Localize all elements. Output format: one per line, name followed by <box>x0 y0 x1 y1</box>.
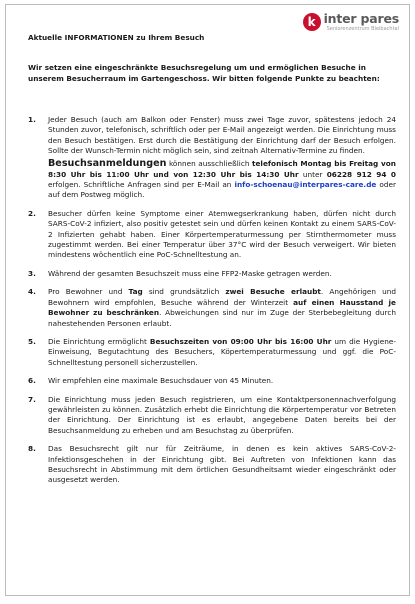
phone-number[interactable]: 06228 912 94 0 <box>326 169 396 179</box>
item-number: 4. <box>28 287 36 297</box>
logo-mark-icon: k <box>303 13 321 31</box>
list-item-8 <box>16 444 396 486</box>
list-item-6 <box>16 376 396 386</box>
item-4-bold-household: auf einen Hausstand je Bewohner zu beschränken <box>48 297 397 318</box>
list-item-3 <box>16 269 396 279</box>
item-number: 2. <box>28 208 36 218</box>
item-4-bold-day: Tag <box>128 287 143 297</box>
list-item-4 <box>16 287 396 329</box>
item-number: 1. <box>28 115 36 124</box>
email-link[interactable]: info-schoenau@interpares-care.de <box>234 180 377 190</box>
item-1-text-part: unter <box>298 169 327 179</box>
phone-hours: telefonisch Montag bis Freitag von 8:30 Uhr bis 11:00 Uhr und von 12:30 Uhr bis 14:30 Uhr <box>48 158 396 179</box>
list-item-5 <box>16 337 396 368</box>
item-number: 3. <box>28 268 36 278</box>
item-4-text-part: Pro Bewohner und <box>48 287 129 297</box>
item-4-text-part: . Angehörigen und Bewohnern wird empfohlen, Besuche während der Winterzeit <box>48 287 396 307</box>
item-number: 8. <box>28 444 36 454</box>
item-number: 5. <box>28 336 36 346</box>
item-4-text-part: sind grundsätzlich <box>142 287 226 297</box>
item-1-text-part: erfolgen. Schriftliche Anfragen sind per E-Mail an <box>48 180 235 190</box>
item-1-text: Jeder Besuch (auch am Balkon oder Fenster) muss zwei Tage zuvor, spätestens jedoch 24 Stunden zuvor, telefonisch, schriftlich oder per E-Mail angezeigt werden. Die Einrichtung muss den Besuch bestätigen. Erst durch die Bestätigung der Einrichtung darf der Besuch erfolgen. Sollte der Wunsch-Termin nicht möglich sein, sind zeitnah Alternativ-Termine zu finden. <box>48 115 396 156</box>
notice-page <box>5 4 410 596</box>
list-item-2 <box>16 209 396 261</box>
item-4-bold-visits: zwei Besuche erlaubt <box>225 287 321 297</box>
visiting-hours: Besuchszeiten von 09:00 Uhr bis 16:00 Uhr <box>149 336 332 346</box>
item-2-text: Besucher dürfen keine Symptome einer Atemwegserkrankung haben, dürfen nicht durch SARS-CoV-2 infiziert, also positiv getestet sein und dürfen keinen Kontakt zu einem SARS-CoV-2 Infizierten gehabt haben. Einer Körpertemperaturmessung per Stirnthermometer muss zugestimmt werden. Bei einer Temperatur über 37°C wird der Besuch verweigert. Wir bieten mindestens wöchentlich eine PoC-Schnelltestung an. <box>48 208 396 260</box>
logo-name: inter pares <box>323 11 399 26</box>
list-item-7 <box>16 395 396 437</box>
logo-subtitle: Seniorenzentrum Bleibachtal <box>326 26 399 32</box>
item-number: 6. <box>28 376 36 386</box>
rules-list <box>16 115 396 494</box>
inter-pares-logo <box>303 11 399 32</box>
item-6-text: Wir empfehlen eine maximale Besuchsdauer von 45 Minuten. <box>48 376 274 386</box>
registration-heading: Besuchsanmeldungen <box>48 157 167 169</box>
item-1-text-part: können ausschließlich <box>166 158 252 168</box>
item-8-text: Das Besuchsrecht gilt nur für Zeiträume, in denen es kein aktives SARS-CoV-2-Infektionsgeschehen in der Einrichtung gibt. Bei Auftreten von Infektionen kann das Besuchsrecht in Abstimmung mit dem örtlichen Gesundheitsamt wieder eingeschränkt oder ausgesetzt werden. <box>48 444 396 485</box>
item-5-text-part: Die Einrichtung ermöglicht <box>48 336 150 346</box>
logo-text <box>324 11 399 32</box>
item-4-text-part: . Abweichungen sind nur im Zuge der Sterbebegleitung durch nahestehenden Personen erlaubt. <box>48 308 397 328</box>
intro-text: Wir setzen eine eingeschränkte Besuchsregelung um und ermöglichen Besuche in unserem Besucherraum im Gartengeschoss. Wir bitten folgende Punkte zu beachten: <box>28 63 380 83</box>
list-item-1 <box>16 115 396 201</box>
page-heading: Aktuelle INFORMATIONEN zu Ihrem Besuch <box>28 33 205 42</box>
item-1-text-part: oder auf dem Postweg möglich. <box>48 180 397 200</box>
item-number: 7. <box>28 394 36 404</box>
item-5-text-part: um die Hygiene-Einweisung, Begutachtung des Besuchers, Köpertemperaturmessung und ggf. die PoC-Schnelltestung personell sicherzustellen. <box>48 336 396 367</box>
item-7-text: Die Einrichtung muss jeden Besuch registrieren, um eine Kontaktpersonennachverfolgung gewährleisten zu können. Zusätzlich erhebt die Einrichtung die Körpertemperatur vor Betreten der Einrichtung. Der Einrichtung ist es erlaubt, angegebene Daten bereits bei der Besuchsanmeldung zu erheben und am Besuchstag zu überprüfen. <box>48 394 396 435</box>
item-3-text: Während der gesamten Besuchszeit muss eine FFP2-Maske getragen werden. <box>48 268 332 278</box>
